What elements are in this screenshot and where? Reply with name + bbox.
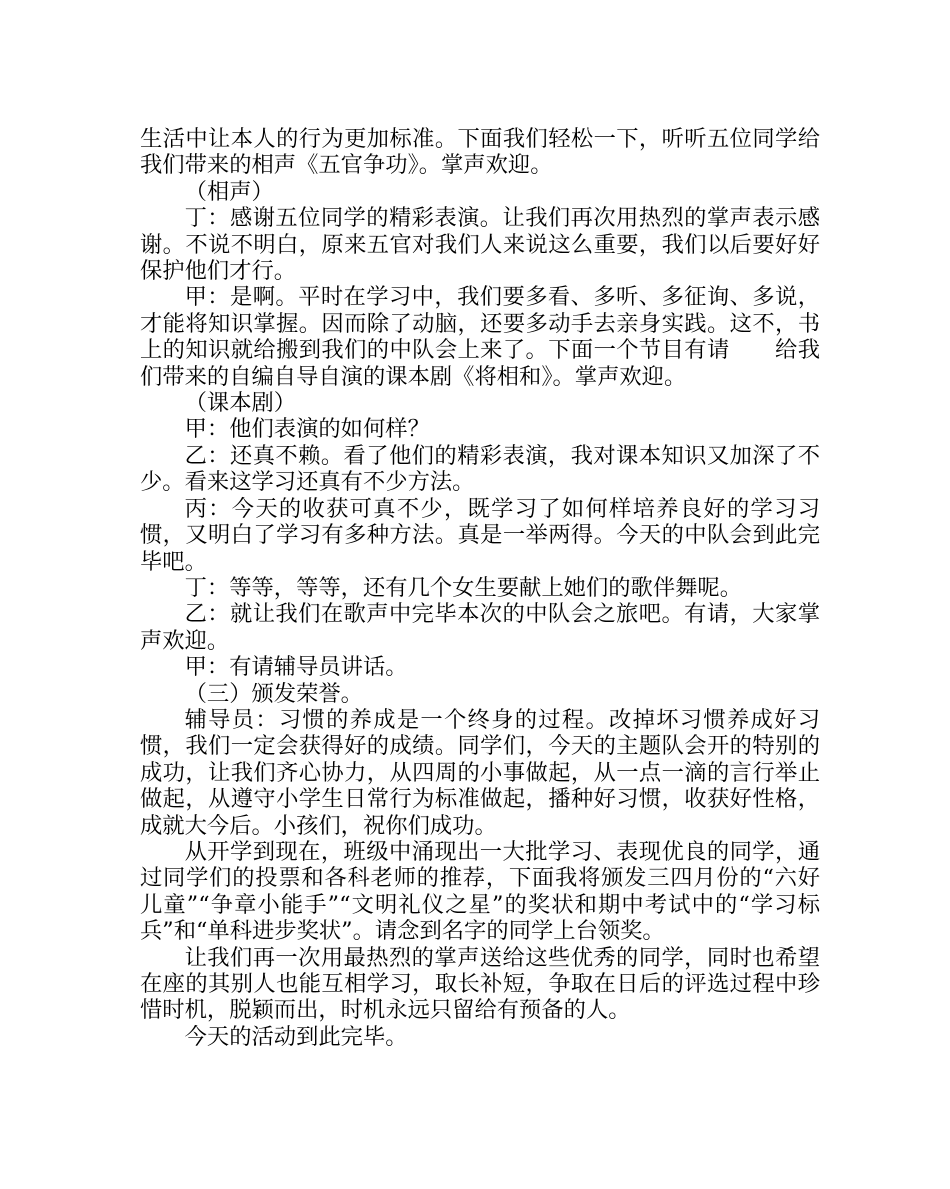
paragraph: 丁：等等，等等，还有几个女生要献上她们的歌伴舞呢。 bbox=[184, 574, 743, 601]
paragraph: 甲：是啊。平时在学习中，我们要多看、多听、多征询、多说，才能将知识掌握。因而除了动脑，还要多动手去亲身实践。这不，书上的知识就给搬到我们的中队会上来了。下面一个节目有请 给我们带来的自编自导自演的课本剧《将相和》。掌声欢迎。 bbox=[140, 284, 820, 390]
paragraph: 让我们再一次用最热烈的掌声送给这些优秀的同学，同时也希望在座的其别人也能互相学习，取长补短，争取在日后的评选过程中珍惜时机，脱颖而出，时机永远只留给有预备的人。 bbox=[140, 944, 820, 1024]
paragraph: 生活中让本人的行为更加标准。下面我们轻松一下，听听五位同学给我们带来的相声《五官争功》。掌声欢迎。 bbox=[140, 126, 820, 179]
paragraph: 丁：感谢五位同学的精彩表演。让我们再次用热烈的掌声表示感谢。不说不明白，原来五官对我们人来说这么重要，我们以后要好好保护他们才行。 bbox=[140, 205, 820, 285]
paragraph: 乙：就让我们在歌声中完毕本次的中队会之旅吧。有请，大家掌声欢迎。 bbox=[140, 601, 820, 654]
document-body bbox=[140, 126, 820, 1050]
paragraph: 甲：有请辅导员讲话。 bbox=[184, 654, 408, 681]
paragraph: 甲：他们表演的如何样？ bbox=[184, 416, 430, 443]
paragraph: （相声） bbox=[184, 178, 274, 205]
paragraph: 丙：今天的收获可真不少，既学习了如何样培养良好的学习习惯，又明白了学习有多种方法。真是一举两得。今天的中队会到此完毕吧。 bbox=[140, 495, 820, 575]
paragraph: 乙：还真不赖。看了他们的精彩表演，我对课本知识又加深了不少。看来这学习还真有不少方法。 bbox=[140, 442, 820, 496]
paragraph: 从开学到现在，班级中涌现出一大批学习、表现优良的同学，通过同学们的投票和各科老师的推荐，下面我将颁发三四月份的“六好儿童”“争章小能手”“文明礼仪之星”的奖状和期中考试中的“学习标兵”和“单科进步奖状”。请念到名字的同学上台领奖。 bbox=[140, 838, 820, 945]
paragraph: （课本剧） bbox=[184, 390, 297, 417]
paragraph: （三）颁发荣誉。 bbox=[184, 680, 363, 707]
paragraph: 辅导员：习惯的养成是一个终身的过程。改掉坏习惯养成好习惯，我们一定会获得好的成绩。同学们，今天的主题队会开的特别的成功，让我们齐心协力，从四周的小事做起，从一点一滴的言行举止做起，从遵守小学生日常行为标准做起，播种好习惯，收获好性格，成就大今后。小孩们，祝你们成功。 bbox=[140, 706, 820, 839]
paragraph: 今天的活动到此完毕。 bbox=[184, 1023, 408, 1050]
